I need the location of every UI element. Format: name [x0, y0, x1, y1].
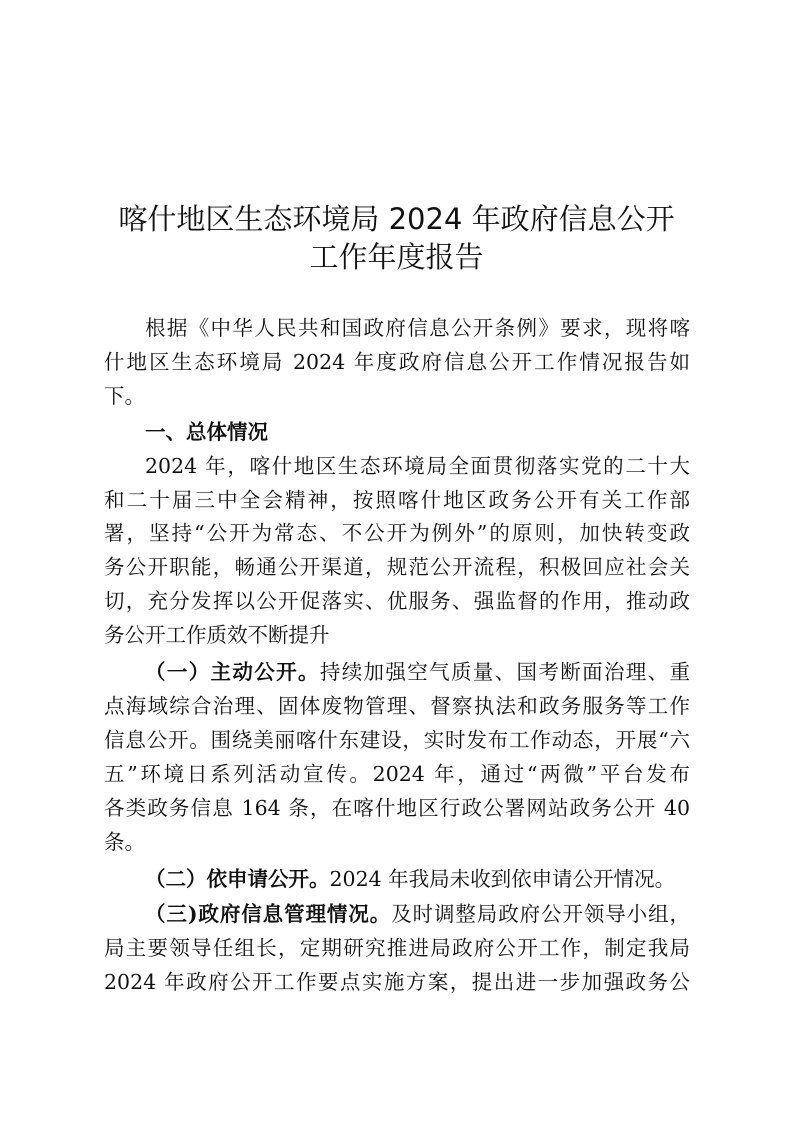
- application-disclosure-text: 2024 年我局未收到依申请公开情况。: [329, 867, 676, 891]
- report-title-line-1: 喀什地区生态环境局 2024 年政府信息公开: [118, 202, 675, 236]
- overview-line-2: 和二十届三中全会精神，按照喀什地区政务公开有关工作部: [104, 488, 690, 512]
- overview-line-3: 署，坚持“公开为常态、不公开为例外”的原则，加快转变政: [104, 521, 690, 545]
- active-disclosure-line-6: 条。: [104, 830, 145, 854]
- info-management-line-2: 局主要领导任组长，定期研究推进局政府公开工作，制定我局: [104, 936, 690, 960]
- application-disclosure-heading: （二）依申请公开。: [145, 867, 330, 891]
- active-disclosure-line-2: 点海域综合治理、固体废物管理、督察执法和政务服务等工作: [104, 694, 690, 718]
- info-management-line-3: 2024 年政府公开工作要点实施方案，提出进一步加强政务公: [104, 970, 690, 994]
- overview-line-5: 切，充分发挥以公开促落实、优服务、强监督的作用，推动政: [104, 589, 690, 613]
- intro-line-1: 根据《中华人民共和国政府信息公开条例》要求，现将喀: [145, 316, 690, 340]
- overview-line-1: 2024 年，喀什地区生态环境局全面贯彻落实党的二十大: [145, 454, 690, 478]
- intro-line-3: 下。: [104, 384, 145, 408]
- intro-line-2: 什地区生态环境局 2024 年度政府信息公开工作情况报告如: [104, 350, 690, 374]
- section-heading-overview: 一、总体情况: [145, 420, 268, 444]
- overview-line-4: 务公开职能，畅通公开渠道，规范公开流程，积极回应社会关: [104, 555, 690, 579]
- active-disclosure-line-3: 信息公开。围绕美丽喀什东建设，实时发布工作动态，开展“六: [104, 728, 690, 752]
- info-management-line-1: [145, 900, 690, 928]
- report-title-line-2: 工作年度报告: [309, 240, 484, 274]
- overview-line-6: 务公开工作质效不断提升: [104, 623, 330, 647]
- active-disclosure-line-5: 各类政务信息 164 条，在喀什地区行政公署网站政务公开 40: [104, 796, 690, 820]
- application-disclosure-line: [145, 865, 690, 893]
- active-disclosure-text: 持续加强空气质量、国考断面治理、重: [319, 660, 691, 684]
- active-disclosure-line-4: 五”环境日系列活动宣传。2024 年，通过“两微”平台发布: [104, 762, 690, 786]
- active-disclosure-heading: （一）主动公开。: [145, 660, 320, 684]
- info-management-heading: （三)政府信息管理情况。: [145, 902, 392, 926]
- active-disclosure-line-1: [145, 658, 690, 686]
- info-management-text: 及时调整局政府公开领导小组，: [391, 902, 691, 926]
